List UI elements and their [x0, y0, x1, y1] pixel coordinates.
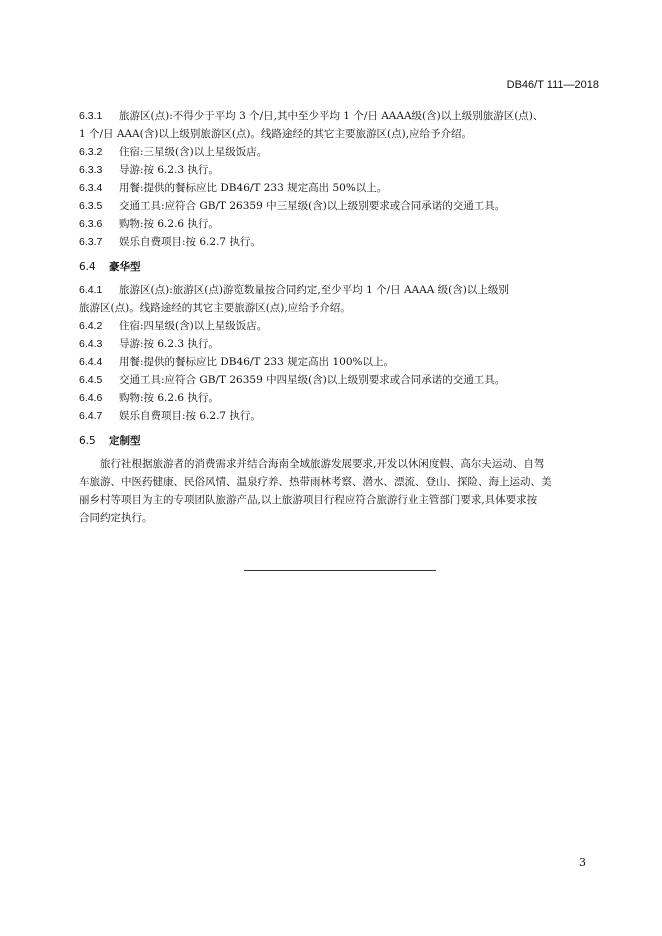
section-6-5	[79, 432, 599, 527]
clause-6-3-5	[79, 197, 599, 215]
clause-text: 1 个/日 AAA(含)以上级别旅游区(点)。线路途经的其它主要旅游区(点),应给予介绍。	[79, 128, 473, 140]
section-number: 6.5	[79, 435, 96, 447]
section-heading	[79, 432, 599, 450]
clause-number: 6.4.2	[79, 320, 103, 332]
clause-6-4-5	[79, 371, 599, 389]
document-body	[79, 107, 599, 527]
clause-6-3-1-continued	[79, 125, 599, 143]
clause-6-4-3	[79, 335, 599, 353]
clause-number: 6.3.4	[79, 182, 103, 194]
clause-number: 6.4.1	[79, 284, 103, 296]
clause-number: 6.4.7	[79, 410, 103, 422]
clause-number: 6.3.3	[79, 164, 103, 176]
clause-6-3-2	[79, 143, 599, 161]
clause-text: 娱乐自费项目:按 6.2.7 执行。	[119, 236, 261, 248]
section-6-3	[79, 107, 599, 251]
clause-number: 6.4.6	[79, 392, 103, 404]
clause-6-4-7	[79, 407, 599, 425]
clause-number: 6.3.1	[79, 110, 103, 122]
clause-text: 住宿:四星级(含)以上星级饭店。	[119, 320, 268, 332]
paragraph-line: 车旅游、中医药健康、民俗风情、温泉疗养、热带雨林考察、潜水、漂流、登山、探险、海上运动、美	[79, 476, 552, 488]
clause-6-4-6	[79, 389, 599, 407]
clause-text: 购物:按 6.2.6 执行。	[119, 392, 219, 404]
clause-text: 住宿:三星级(含)以上星级饭店。	[119, 146, 268, 158]
section-heading	[79, 258, 599, 276]
clause-6-3-3	[79, 161, 599, 179]
clause-6-3-4	[79, 179, 599, 197]
paragraph-line: 合同约定执行。	[79, 512, 153, 524]
clause-text: 用餐:提供的餐标应比 DB46/T 233 规定高出 50%以上。	[119, 182, 388, 194]
document-code: DB46/T 111—2018	[506, 79, 599, 91]
clause-text: 旅游区(点):旅游区(点)游览数量按合同约定,至少平均 1 个/日 AAAA 级(含)以上级别	[119, 284, 509, 296]
clause-number: 6.4.3	[79, 338, 103, 350]
clause-6-4-4	[79, 353, 599, 371]
clause-number: 6.3.2	[79, 146, 103, 158]
clause-text: 娱乐自费项目:按 6.2.7 执行。	[119, 410, 261, 422]
clause-number: 6.4.4	[79, 356, 103, 368]
paragraph-line: 旅行社根据旅游者的消费需求并结合海南全域旅游发展要求,开发以休闲度假、高尔夫运动、自驾	[100, 458, 545, 470]
clause-6-4-2	[79, 317, 599, 335]
paragraph-line: 丽乡村等项目为主的专项团队旅游产品,以上旅游项目行程应符合旅游行业主管部门要求,具体要求按	[79, 494, 538, 506]
clause-number: 6.3.5	[79, 200, 103, 212]
page-number: 3	[579, 856, 586, 869]
clause-text: 导游:按 6.2.3 执行。	[119, 338, 219, 350]
section-number: 6.4	[79, 261, 96, 273]
clause-text: 用餐:提供的餐标应比 DB46/T 233 规定高出 100%以上。	[119, 356, 394, 368]
section-title: 豪华型	[109, 261, 141, 273]
clause-text: 旅游区(点):不得少于平均 3 个/日,其中至少平均 1 个/日 AAAA级(含)以上级别旅游区(点)、	[119, 110, 544, 122]
clause-6-3-1	[79, 107, 599, 125]
clause-number: 6.4.5	[79, 374, 103, 386]
clause-6-4-1-continued	[79, 299, 599, 317]
clause-text: 购物:按 6.2.6 执行。	[119, 218, 219, 230]
clause-number: 6.3.7	[79, 236, 103, 248]
clause-text: 交通工具:应符合 GB/T 26359 中三星级(含)以上级别要求或合同承诺的交通工具。	[119, 200, 506, 212]
clause-text: 导游:按 6.2.3 执行。	[119, 164, 219, 176]
section-paragraph	[79, 455, 599, 527]
section-title: 定制型	[109, 435, 141, 447]
clause-text: 交通工具:应符合 GB/T 26359 中四星级(含)以上级别要求或合同承诺的交通工具。	[119, 374, 506, 386]
clause-6-3-7	[79, 233, 599, 251]
clause-number: 6.3.6	[79, 218, 103, 230]
section-6-4	[79, 258, 599, 425]
clause-6-4-1	[79, 281, 599, 299]
clause-text: 旅游区(点)。线路途经的其它主要旅游区(点),应给予介绍。	[79, 302, 351, 314]
clause-6-3-6	[79, 215, 599, 233]
end-of-document-rule	[244, 570, 436, 571]
